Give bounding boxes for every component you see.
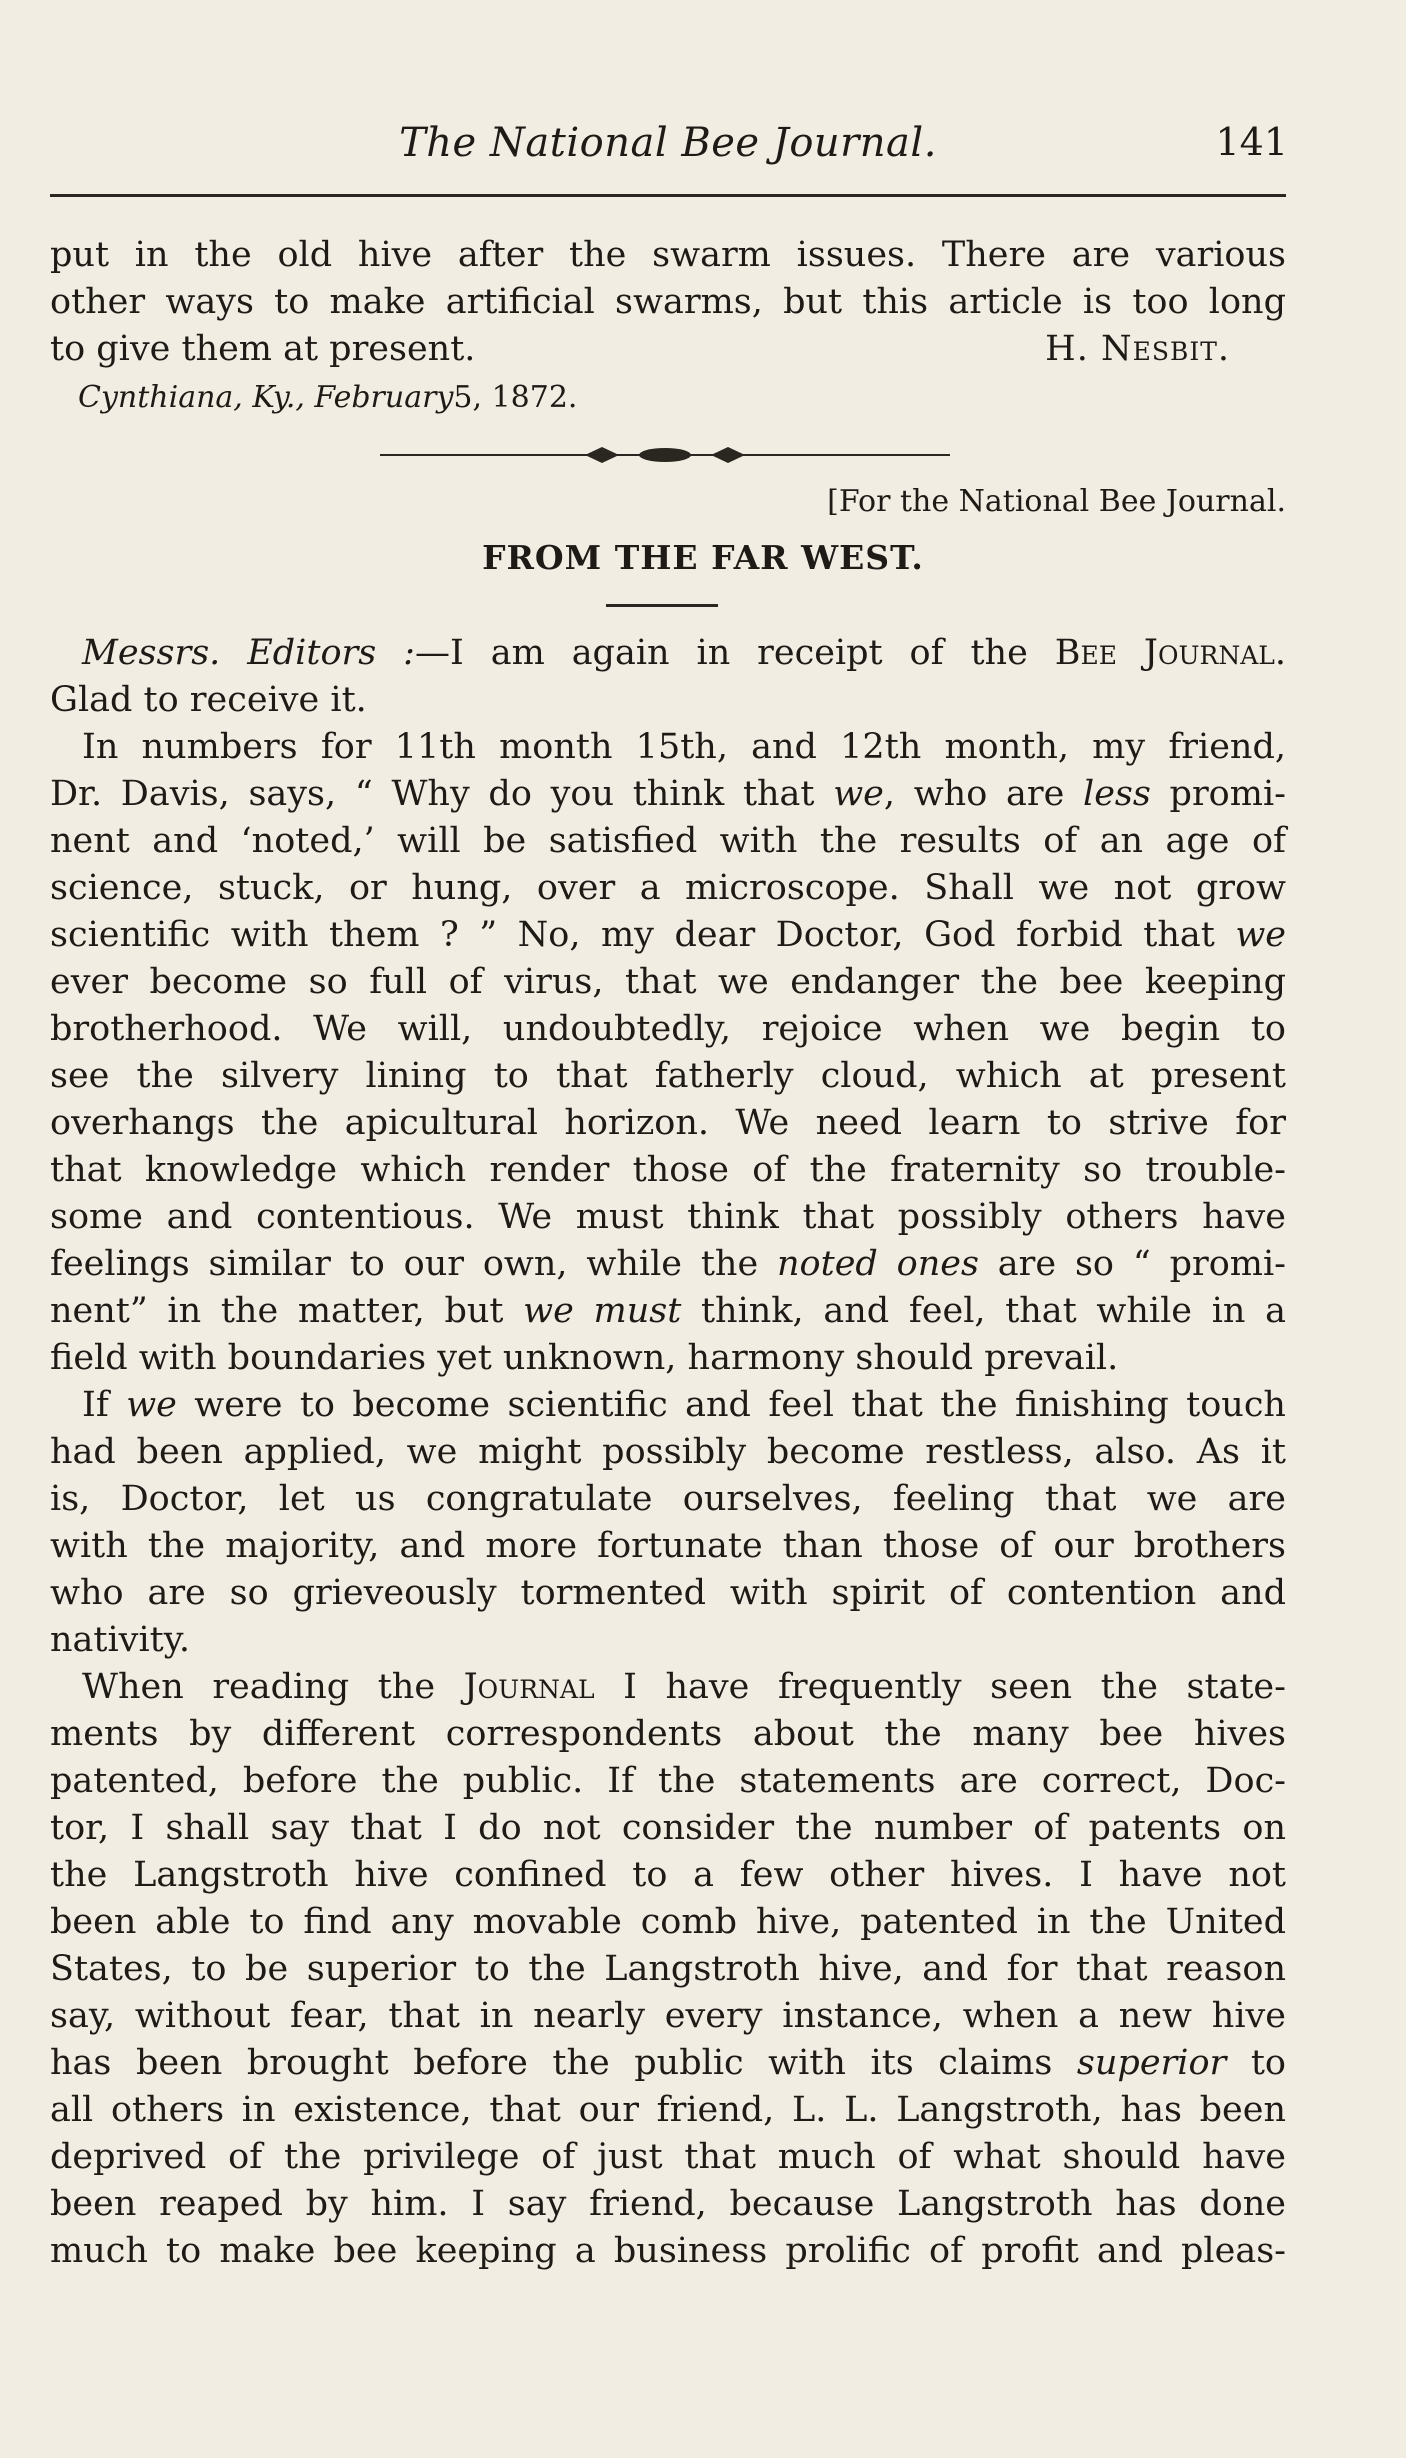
text-span: —I am again in receipt of the	[414, 633, 1028, 673]
paragraph-line: the Langstroth hive confined to a few other hives. I have not	[50, 1855, 1286, 1895]
emphasis: superior	[1076, 2043, 1227, 2083]
paragraph-line: all others in existence, that our friend, L. L. Langstroth, has been	[50, 2090, 1286, 2130]
text-span: nent” in the matter, but	[50, 1291, 504, 1331]
author-signature: H. Nesbit.	[1045, 329, 1230, 369]
text-span: If	[82, 1385, 109, 1425]
paragraph-line: who are so grieveously tormented with spirit of contention and	[50, 1573, 1286, 1613]
paragraph-line: field with boundaries yet unknown, harmony should prevail.	[50, 1338, 1119, 1378]
page-number: 141	[1215, 120, 1288, 164]
article-body	[50, 630, 1286, 2275]
emphasis: we	[126, 1385, 177, 1425]
text-span: feelings similar to our own, while the	[50, 1244, 759, 1284]
dateline-place: Cynthiana, Ky., February	[78, 380, 454, 415]
text-span: , who are	[883, 774, 1065, 814]
text-span: promi-	[1169, 774, 1286, 814]
paragraph-line	[50, 912, 1286, 959]
paragraph-line: brotherhood. We will, undoubtedly, rejoice when we begin to	[50, 1009, 1286, 1049]
text-span: think, and feel, that while in a	[700, 1291, 1286, 1331]
journal-name: Bee Journal.	[1054, 633, 1286, 673]
paragraph-line: nativity.	[50, 1620, 190, 1660]
text-line: put in the old hive after the swarm issues. There are various	[50, 235, 1286, 275]
emphasis: we must	[523, 1291, 682, 1331]
emphasis: less	[1083, 774, 1151, 814]
continuation-text	[50, 232, 1286, 326]
paragraph-line: patented, before the public. If the statements are correct, Doc-	[50, 1761, 1286, 1801]
article-title: FROM THE FAR WEST.	[482, 538, 924, 577]
text-line: to give them at present.	[50, 329, 476, 369]
signature-line	[50, 326, 1230, 373]
text-line: other ways to make artificial swarms, but this article is too long	[50, 282, 1286, 322]
emphasis: noted ones	[777, 1244, 979, 1284]
dateline-date: 5, 1872.	[453, 380, 578, 415]
paragraph-line: some and contentious. We must think that possibly others have	[50, 1197, 1286, 1237]
ornamental-divider	[380, 440, 950, 470]
salutation: Messrs. Editors :	[82, 633, 415, 673]
paragraph-line: had been applied, we might possibly become restless, also. As it	[50, 1432, 1286, 1472]
paragraph-line: much to make bee keeping a business prolific of profit and pleas-	[50, 2231, 1286, 2271]
paragraph-line: ever become so full of virus, that we endanger the bee keeping	[50, 962, 1286, 1002]
paragraph-line: overhangs the apicultural horizon. We need learn to strive for	[50, 1103, 1286, 1143]
text-span: to	[1250, 2043, 1286, 2083]
emphasis: we	[833, 774, 884, 814]
text-span: were to become scientific and feel that the finishing touch	[194, 1385, 1286, 1425]
text-span: are so “ promi-	[997, 1244, 1286, 1284]
source-note: [For the National Bee Journal.	[827, 484, 1286, 519]
paragraph-line: see the silvery lining to that fatherly cloud, which at present	[50, 1056, 1286, 1096]
paragraph-line: nent and ‘noted,’ will be satisfied with the results of an age of	[50, 821, 1286, 861]
paragraph-line: that knowledge which render those of the fraternity so trouble-	[50, 1150, 1286, 1190]
paragraph-line: Glad to receive it.	[50, 680, 367, 720]
paragraph-line: In numbers for 11th month 15th, and 12th month, my friend,	[82, 727, 1286, 767]
paragraph-line: ments by different correspondents about the many bee hives	[50, 1714, 1286, 1754]
text-span: When reading the	[82, 1667, 436, 1707]
text-span: Dr. Davis, says, “ Why do you think that	[50, 774, 815, 814]
emphasis: we	[1235, 915, 1286, 955]
title-rule	[606, 604, 718, 607]
running-head	[48, 118, 1288, 178]
text-span: I have frequently seen the state-	[623, 1667, 1286, 1707]
paragraph-line: States, to be superior to the Langstroth hive, and for that reason	[50, 1949, 1286, 1989]
paragraph-line: been able to find any movable comb hive, patented in the United	[50, 1902, 1286, 1942]
paragraph-line: tor, I shall say that I do not consider the number of patents on	[50, 1808, 1286, 1848]
paragraph-line: been reaped by him. I say friend, because Langstroth has done	[50, 2184, 1286, 2224]
paragraph-line: with the majority, and more fortunate than those of our brothers	[50, 1526, 1286, 1566]
paragraph-line	[50, 1241, 1286, 1288]
header-rule	[50, 194, 1286, 197]
paragraph-line: is, Doctor, let us congratulate ourselves, feeling that we are	[50, 1479, 1286, 1519]
paragraph-line	[50, 1664, 1286, 1711]
journal-name: Journal	[463, 1667, 595, 1707]
paragraph-line	[50, 771, 1286, 818]
paragraph-line	[50, 2040, 1286, 2087]
paragraph-line: science, stuck, or hung, over a microscope. Shall we not grow	[50, 868, 1286, 908]
paragraph-line: deprived of the privilege of just that much of what should have	[50, 2137, 1286, 2177]
dateline	[78, 380, 577, 415]
paragraph-line	[50, 1382, 1286, 1429]
paragraph-line	[50, 630, 1286, 677]
journal-title: The National Bee Journal.	[399, 120, 937, 166]
text-span: scientific with them ? ” No, my dear Doctor, God forbid that	[50, 915, 1215, 955]
text-span: has been brought before the public with its claims	[50, 2043, 1053, 2083]
paragraph-line	[50, 1288, 1286, 1335]
paragraph-line: say, without fear, that in nearly every instance, when a new hive	[50, 1996, 1286, 2036]
